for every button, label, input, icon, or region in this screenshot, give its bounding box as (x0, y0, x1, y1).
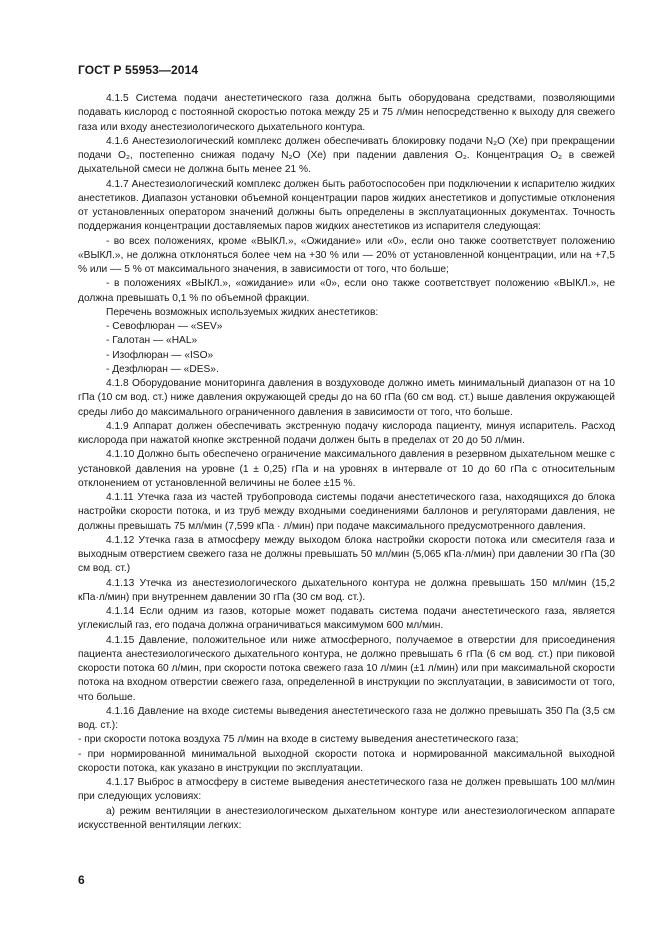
clause-4-1-13: 4.1.13 Утечка из анестезиологического дыхательного контура не должна превышать 150 мл/мин (15,2 кПа·л/мин) при внутреннем давлении 30 гПа (30 см вод. ст.). (78, 577, 615, 603)
clause-4-1-9: 4.1.9 Аппарат должен обеспечивать экстренную подачу кислорода пациенту, минуя испаритель. Расход кислорода при нажатой кнопке экстренной подачи должен быть в пределах от 20 до 50 л/мин. (78, 420, 615, 446)
clause-4-1-10: 4.1.10 Должно быть обеспечено ограничение максимального давления в резервном дыхательном мешке с установкой давления на уровне (1 ± 0,25) гПа и на уровнях в интервале от 10 до 60 гПа с относительным отклонением от установленной величины не более ±15 %. (78, 449, 615, 489)
clause-4-1-16: 4.1.16 Давление на входе системы выведения анестетического газа не должно превышать 350 Па (3,5 см вод. ст.): (78, 705, 615, 731)
document-header: ГОСТ Р 55953—2014 (78, 63, 199, 77)
accuracy-bullet-1: - во всех положениях, кроме «ВЫКЛ.», «Ожидание» или «0», если оно также соответствует положению «ВЫКЛ.», не должна отклоняться более чем на +30 % или — 20% от установленной концентрации, или на +7,5 % или –– 5 % от максимального значения, в зависимости от того, что больше; (78, 235, 615, 275)
condition-a: а) режим вентиляции в анестезиологическом дыхательном контуре или анестезиологическом аппарате искусственной вентиляции легких: (78, 805, 615, 831)
anesthetic-list-item: - Севофлюран — «SEV» (106, 321, 223, 332)
accuracy-bullet-2: - в положениях «ВЫКЛ.», «ожидание» или «0», если оно также соответствует положению «ВЫКЛ.», не должна превышать 0,1 % по объемной фракции. (78, 278, 615, 304)
clause-4-1-11: 4.1.11 Утечка газа из частей трубопровода системы подачи анестетического газа, находящихся до блока настройки скорости потока, и из труб между входными соединениями баллонов и регуляторами давления, не должны превышать 75 мл/мин (7,599 кПа · л/мин) при подаче максимального предусмотренного давления. (78, 492, 615, 532)
anesthetic-list-item: - Галотан — «HAL» (106, 335, 198, 347)
anesthetic-list-intro: Перечень возможных используемых жидких анестетиков: (106, 306, 379, 318)
page-number: 6 (78, 873, 85, 887)
condition-item-1: - при скорости потока воздуха 75 л/мин на входе в систему выведения анестетического газа; (78, 734, 519, 746)
clause-4-1-17: 4.1.17 Выброс в атмосферу в системе выведения анестетического газа не должен превышать 100 мл/мин при следующих условиях: (78, 777, 615, 803)
clause-4-1-6: 4.1.6 Анестезиологический комплекс должен обеспечивать блокировку подачи N₂O (Хе) при прекращении подачи O₂, постепенно снижая подачу N₂O (Хе) при падении давления O₂. Концентрация O₂ в свежей дыхательной смеси не должна быть менее 21 %. (78, 135, 615, 176)
clause-4-1-8: 4.1.8 Оборудование мониторинга давления в воздуховоде должно иметь минимальный диапазон от на 10 гПа (10 см вод. ст.) ниже давления окружающей среды до на 60 гПа (60 см вод. ст.) выше давления окружающей среды либо до максимального ограниченного давления в зависимости от того, что больше. (78, 378, 615, 418)
clause-4-1-5: 4.1.5 Система подачи анестетического газа должна быть оборудована средствами, позволяющими подавать кислород с постоянной скоростью потока между 25 и 75 л/мин непосредственно к выходу для свежего газа или входу анестезиологического дыхательного контура. (78, 93, 615, 133)
clause-4-1-14: 4.1.14 Если одним из газов, которые может подавать система подачи анестетического газа, является углекислый газ, его подача должна ограничиваться максимумом 600 мл/мин. (78, 606, 615, 632)
document-body (78, 92, 615, 833)
clause-4-1-15: 4.1.15 Давление, положительное или ниже атмосферного, получаемое в отверстии для присоединения пациента анестезиологического дыхательного контура, не должно превышать 6 гПа (6 см вод. ст.) при пиковой скорости потока 60 л/мин, при скорости потока свежего газа 10 л/мин (±1 л/мин) или при максимальной скорости потока на входном отверстии свежего газа, определенной в инструкции по эксплуатации, в зависимости от того, что больше. (78, 634, 615, 703)
clause-4-1-12: 4.1.12 Утечка газа в атмосферу между выходом блока настройки скорости потока или смесителя газа и выходным отверстием свежего газа не должны превышать 50 мл/мин (5,065 кПа·л/мин) при давлении 30 гПа (30 см вод. ст.) (78, 534, 615, 575)
anesthetic-list-item: - Дезфлюран — «DES». (106, 363, 219, 375)
condition-item-2: - при нормированной минимальной выходной скорости потока и нормированной максимальной выходной скорости потока, как указано в инструкции по эксплуатации. (78, 748, 615, 774)
clause-4-1-7: 4.1.7 Анестезиологический комплекс должен быть работоспособен при подключении к испарителю жидких анестетиков. Диапазон установки объемной концентрации паров жидких анестетиков и допустимые отклонения от установленных оператором значений должны быть определены в эксплуатационных документах. Точность поддержания концентрации доставляемых паров жидких анестетиков из испарителя следующая: (78, 178, 615, 233)
anesthetic-list-item: - Изофлюран — «ISO» (106, 349, 214, 361)
